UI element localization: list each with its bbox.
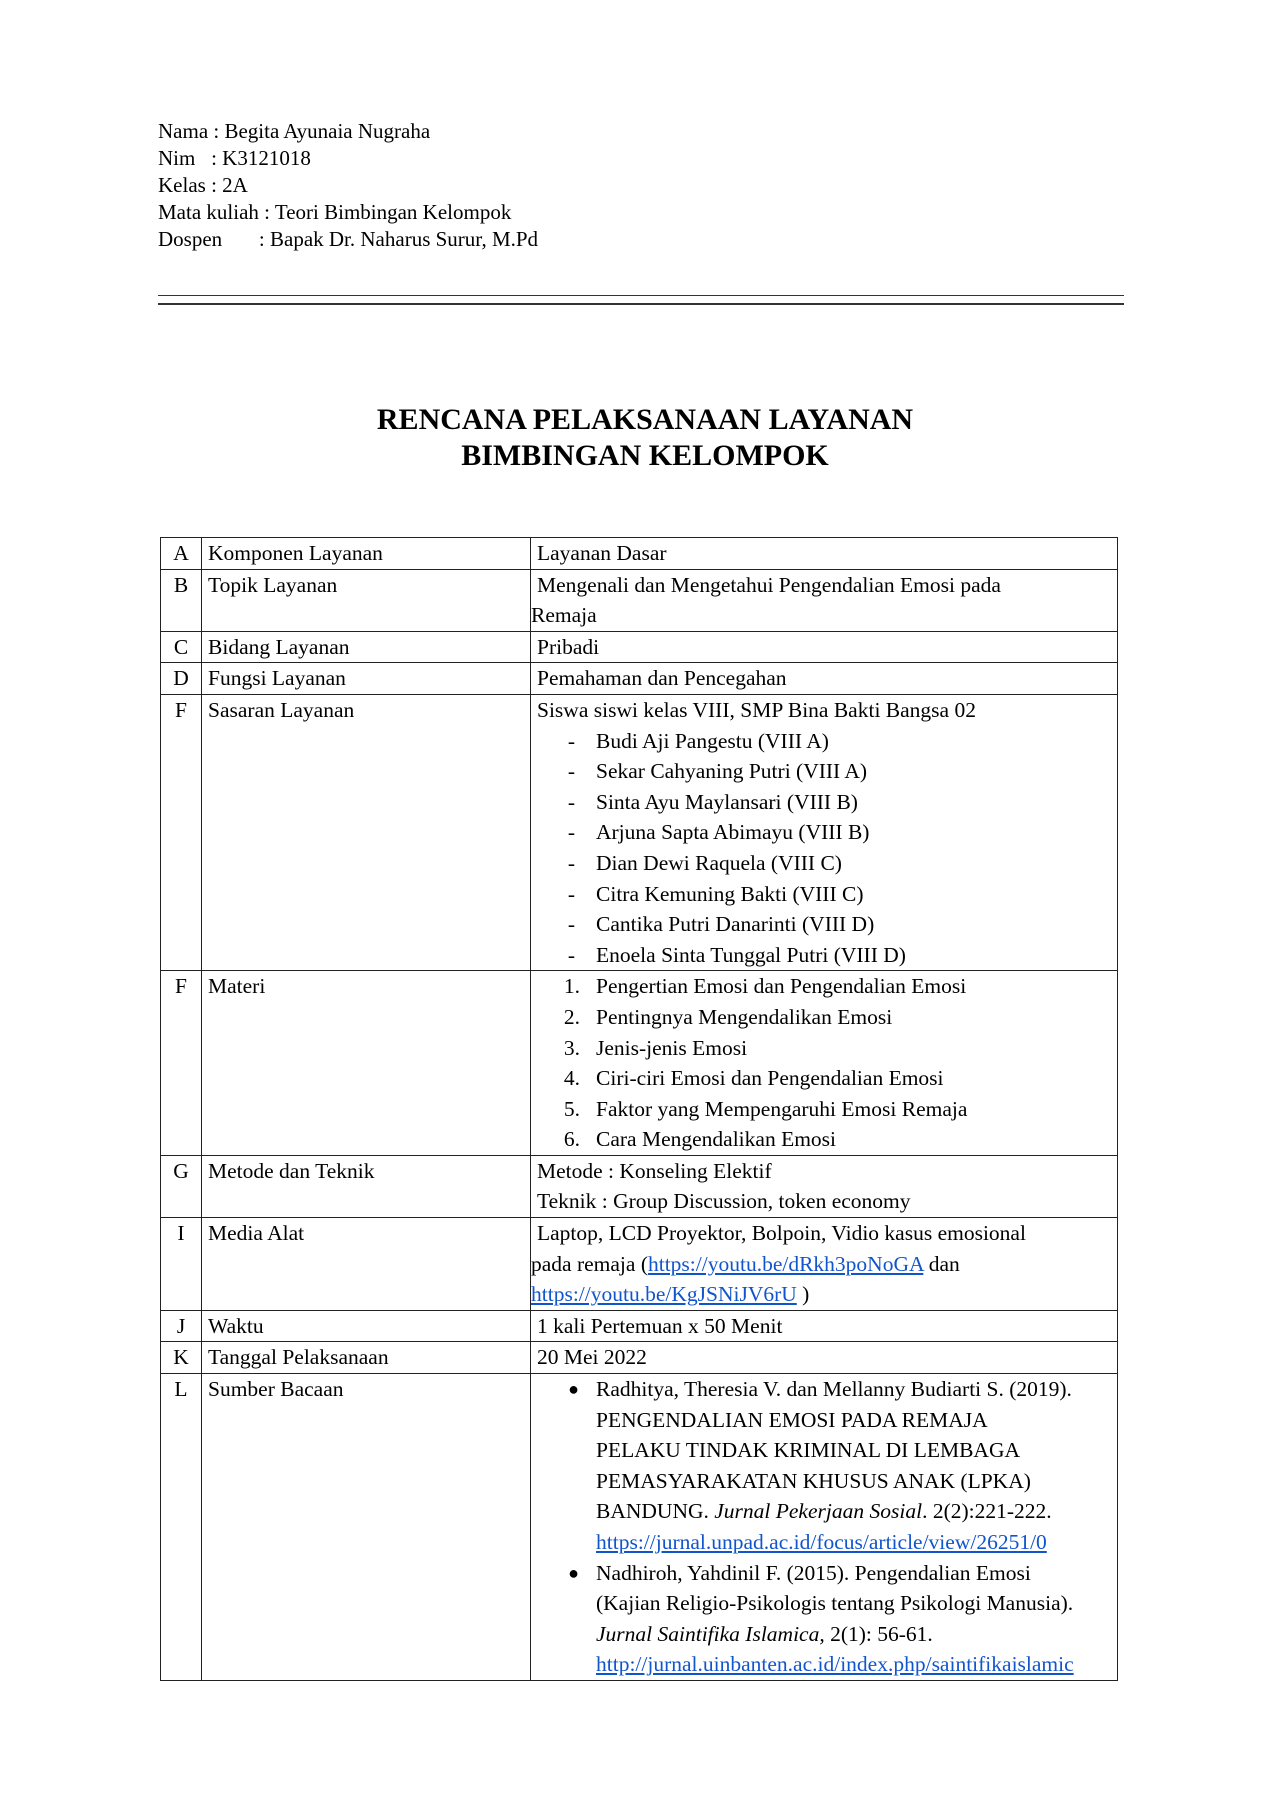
video-link-2[interactable]: https://youtu.be/KgJSNiJV6rU — [531, 1282, 797, 1307]
list-item — [531, 940, 1117, 971]
text: (Kajian Religio-Psikologis tentang Psikologi Manusia). — [596, 1591, 1074, 1616]
student-name: Dian Dewi Raquela (VIII C) — [596, 850, 842, 875]
row-key: K — [161, 1342, 202, 1374]
row-label: Fungsi Layanan — [202, 663, 531, 695]
list-number: 6. — [563, 1127, 580, 1152]
material-title: Ciri-ciri Emosi dan Pengendalian Emosi — [596, 1066, 944, 1091]
dash-icon: - — [567, 912, 575, 937]
row-value — [531, 694, 1118, 970]
reference-link-1[interactable]: https://jurnal.unpad.ac.id/focus/article/view/26251/0 — [596, 1530, 1047, 1554]
table-row — [161, 1342, 1118, 1374]
student-nim: Nim : K3121018 — [158, 146, 311, 170]
row-value — [531, 1218, 1118, 1311]
row-key: D — [161, 663, 202, 695]
list-number: 5. — [563, 1096, 580, 1121]
material-title: Faktor yang Mempengaruhi Emosi Remaja — [596, 1096, 968, 1121]
row-key: G — [161, 1155, 202, 1217]
value-line — [531, 1279, 1117, 1310]
table-row — [161, 971, 1118, 1156]
reference-item — [531, 1558, 1117, 1680]
list-item — [531, 848, 1117, 879]
list-item — [531, 726, 1117, 757]
table-row — [161, 1310, 1118, 1342]
list-item — [531, 787, 1117, 818]
list-number: 2. — [563, 1004, 580, 1029]
video-link-1[interactable]: https://youtu.be/dRkh3poNoGA — [647, 1251, 924, 1276]
list-item — [531, 971, 1117, 1002]
student-name: Citra Kemuning Bakti (VIII C) — [596, 881, 864, 906]
row-value — [531, 1374, 1118, 1681]
row-label: Materi — [202, 971, 531, 1156]
list-item — [531, 756, 1117, 787]
row-value: 1 kali Pertemuan x 50 Menit — [531, 1310, 1118, 1342]
material-title: Pentingnya Mengendalikan Emosi — [596, 1004, 893, 1029]
bullet-icon: ● — [568, 1379, 579, 1400]
dash-icon: - — [567, 759, 575, 784]
value-line: Laptop, LCD Proyektor, Bolpoin, Vidio kasus emosional — [537, 1221, 1026, 1246]
list-item — [531, 1124, 1117, 1155]
dash-icon: - — [567, 820, 575, 845]
row-key: L — [161, 1374, 202, 1681]
row-key: I — [161, 1218, 202, 1311]
text — [596, 1496, 1072, 1527]
divider-bottom — [158, 303, 1124, 305]
student-name: Budi Aji Pangestu (VIII A) — [596, 728, 829, 753]
list-item — [531, 879, 1117, 910]
list-number: 3. — [563, 1035, 580, 1060]
dash-icon: - — [567, 728, 575, 753]
row-label: Komponen Layanan — [202, 538, 531, 570]
dash-icon: - — [567, 789, 575, 814]
lecturer-name: Dospen : Bapak Dr. Naharus Surur, M.Pd — [158, 227, 539, 251]
material-title: Pengertian Emosi dan Pengendalian Emosi — [596, 974, 967, 999]
list-item — [531, 1094, 1117, 1125]
table-row — [161, 569, 1118, 631]
dash-icon: - — [567, 850, 575, 875]
dash-icon: - — [567, 942, 575, 967]
student-name: Sekar Cahyaning Putri (VIII A) — [596, 759, 868, 784]
journal-name: Jurnal Saintifika Islamica, — [596, 1621, 825, 1646]
row-label: Bidang Layanan — [202, 631, 531, 663]
dash-icon: - — [567, 881, 575, 906]
text: Radhitya, Theresia V. dan Mellanny Budiarti S. (2019). — [596, 1377, 1072, 1402]
row-value: Pemahaman dan Pencegahan — [531, 663, 1118, 695]
material-list — [531, 971, 1117, 1155]
list-item — [531, 1002, 1117, 1033]
reference-text — [596, 1558, 1074, 1680]
student-list — [531, 726, 1117, 971]
reference-item — [531, 1374, 1117, 1558]
text: ) — [796, 1282, 810, 1307]
value-line: Teknik : Group Discussion, token economy — [537, 1189, 911, 1214]
value-line: Siswa siswi kelas VIII, SMP Bina Bakti Bangsa 02 — [537, 697, 976, 722]
divider-top — [158, 295, 1124, 296]
text — [596, 1619, 1074, 1650]
row-label: Sasaran Layanan — [202, 694, 531, 970]
list-item — [531, 909, 1117, 940]
text: PENGENDALIAN EMOSI PADA REMAJA — [596, 1407, 988, 1432]
list-number: 4. — [563, 1066, 580, 1091]
table-row — [161, 1374, 1118, 1681]
row-key: B — [161, 569, 202, 631]
text: Nadhiroh, Yahdinil F. (2015). Pengendalian Emosi — [596, 1560, 1031, 1585]
student-class: Kelas : 2A — [158, 173, 248, 197]
student-info — [158, 118, 538, 253]
list-item — [531, 1033, 1117, 1064]
journal-name: Jurnal Pekerjaan Sosial — [714, 1499, 923, 1524]
row-value: Layanan Dasar — [531, 538, 1118, 570]
list-number: 1. — [563, 974, 580, 999]
student-name: Nama : Begita Ayunaia Nugraha — [158, 119, 431, 143]
bullet-icon: ● — [568, 1562, 579, 1583]
text: 2(1): 56-61. — [824, 1621, 933, 1646]
reference-text — [596, 1374, 1072, 1558]
title-line-1: RENCANA PELAKSANAAN LAYANAN — [376, 403, 914, 436]
row-key: F — [161, 694, 202, 970]
row-value: Pribadi — [531, 631, 1118, 663]
value-line — [531, 1249, 1117, 1280]
text: PEMASYARAKATAN KHUSUS ANAK (LPKA) — [596, 1468, 1031, 1493]
plan-table — [160, 537, 1118, 1681]
text: PELAKU TINDAK KRIMINAL DI LEMBAGA — [596, 1438, 1020, 1463]
row-label: Media Alat — [202, 1218, 531, 1311]
row-label: Metode dan Teknik — [202, 1155, 531, 1217]
row-key: J — [161, 1310, 202, 1342]
value-line: Metode : Konseling Elektif — [537, 1158, 772, 1183]
title-line-2: BIMBINGAN KELOMPOK — [461, 439, 829, 472]
text: dan — [923, 1251, 960, 1276]
list-item — [531, 1063, 1117, 1094]
text: BANDUNG. — [596, 1499, 715, 1524]
row-value — [531, 569, 1118, 631]
material-title: Jenis-jenis Emosi — [596, 1035, 748, 1060]
course-name: Mata kuliah : Teori Bimbingan Kelompok — [158, 200, 512, 224]
student-name: Cantika Putri Danarinti (VIII D) — [596, 912, 875, 937]
reference-link-2[interactable]: http://jurnal.uinbanten.ac.id/index.php/saintifikaislamic — [596, 1652, 1074, 1677]
page-title — [0, 402, 1273, 474]
list-item — [531, 817, 1117, 848]
row-value — [531, 1155, 1118, 1217]
row-value: 20 Mei 2022 — [531, 1342, 1118, 1374]
text: . 2(2):221-222. — [922, 1499, 1052, 1524]
student-name: Enoela Sinta Tunggal Putri (VIII D) — [596, 942, 906, 967]
table-row — [161, 663, 1118, 695]
row-label: Sumber Bacaan — [202, 1374, 531, 1681]
value-line: Mengenali dan Mengetahui Pengendalian Emosi pada — [537, 572, 1001, 597]
row-label: Waktu — [202, 1310, 531, 1342]
student-name: Sinta Ayu Maylansari (VIII B) — [596, 789, 858, 814]
table-row — [161, 631, 1118, 663]
table-row — [161, 538, 1118, 570]
row-label: Topik Layanan — [202, 569, 531, 631]
row-key: F — [161, 971, 202, 1156]
value-line: Remaja — [531, 603, 597, 628]
row-key: C — [161, 631, 202, 663]
row-key: A — [161, 538, 202, 570]
material-title: Cara Mengendalikan Emosi — [596, 1127, 837, 1152]
row-value — [531, 971, 1118, 1156]
row-label: Tanggal Pelaksanaan — [202, 1342, 531, 1374]
table-row — [161, 1218, 1118, 1311]
table-row — [161, 1155, 1118, 1217]
text: pada remaja ( — [531, 1251, 648, 1276]
student-name: Arjuna Sapta Abimayu (VIII B) — [596, 820, 870, 845]
table-row — [161, 694, 1118, 970]
